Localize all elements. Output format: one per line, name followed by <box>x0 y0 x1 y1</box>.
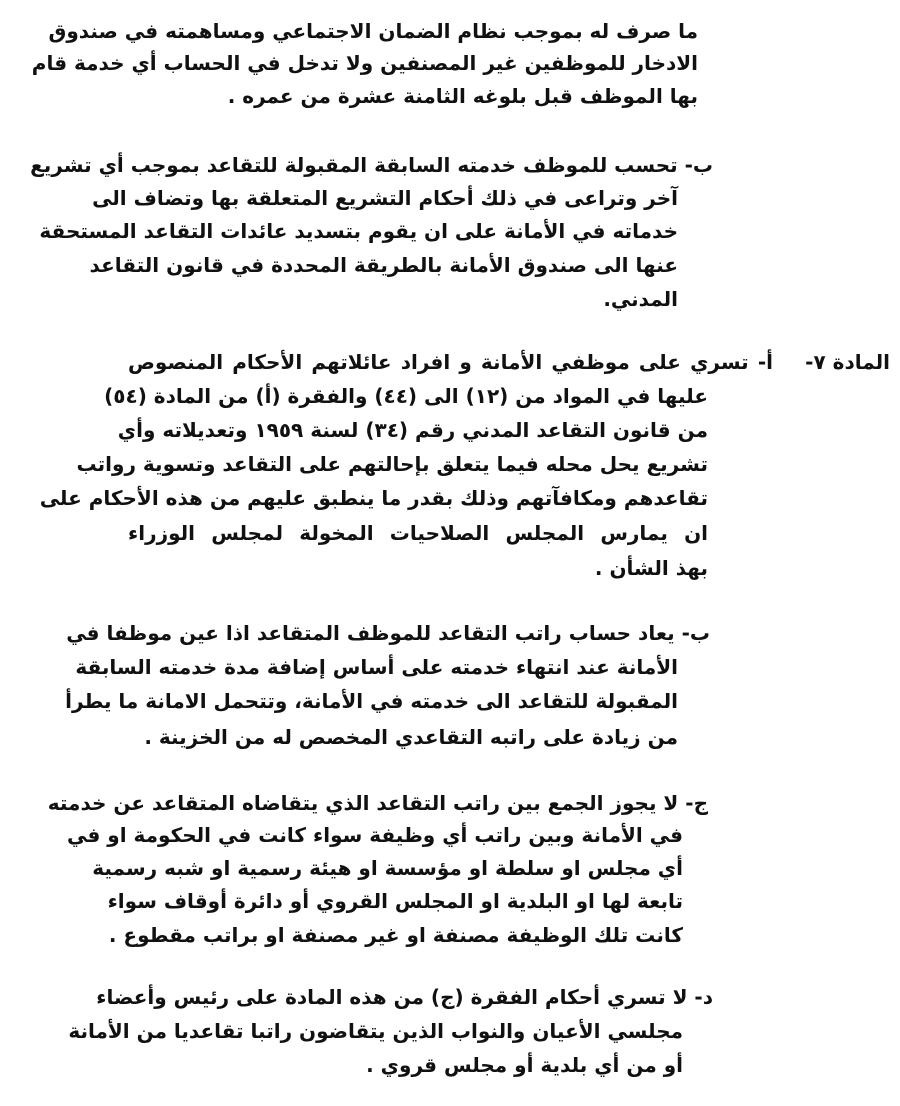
text-line: أي مجلس او سلطة او مؤسسة او هيئة رسمية او شبه رسمية <box>92 856 683 880</box>
text-line: بهذ الشأن . <box>594 556 708 580</box>
text-line: تابعة لها او البلدية او المجلس القروي أو دائرة أوقاف سواء <box>107 889 683 913</box>
text-line: في الأمانة وبين راتب أي وظيفة سواء كانت في الحكومة او في <box>66 823 683 847</box>
text-line: المدني. <box>603 287 678 311</box>
text-line: عنها الى صندوق الأمانة بالطريقة المحددة في قانون التقاعد <box>89 253 678 277</box>
text-line: تقاعدهم ومكافآتهم وذلك بقدر ما ينطبق عليهم من هذه الأحكام على <box>39 486 708 510</box>
article-label: المادة ٧- <box>805 350 890 374</box>
text-line: د- لا تسري أحكام الفقرة (ج) من هذه المادة على رئيس وأعضاء <box>96 985 713 1009</box>
text-line: أ- تسري على موظفي الأمانة و افراد عائلاتهم الأحكام المنصوص <box>128 350 773 374</box>
text-line: ان يمارس المجلس الصلاحيات المخولة لمجلس الوزراء <box>128 521 708 545</box>
text-line: ج- لا يجوز الجمع بين راتب التقاعد الذي يتقاضاه المتقاعد عن خدمته <box>47 791 708 815</box>
text-line: ب- يعاد حساب راتب التقاعد للموظف المتقاعد اذا عين موظفا في <box>66 621 710 645</box>
text-line: عليها في المواد من (١٢) الى (٤٤) والفقرة (أ) من المادة (٥٤) <box>104 384 708 408</box>
text-line: الادخار للموظفين غير المصنفين ولا تدخل في الحساب أي خدمة قام <box>31 51 698 75</box>
text-line: من قانون التقاعد المدني رقم (٣٤) لسنة ١٩٥٩ وتعديلاته وأي <box>117 418 708 442</box>
text-line: بها الموظف قبل بلوغه الثامنة عشرة من عمره . <box>227 84 698 108</box>
text-line: المقبولة للتقاعد الى خدمته في الأمانة، وتتحمل الامانة ما يطرأ <box>65 689 678 713</box>
text-line: خدماته في الأمانة على ان يقوم بتسديد عائدات التقاعد المستحقة <box>39 219 678 243</box>
text-line: كانت تلك الوظيفة مصنفة او غير مصنفة او براتب مقطوع . <box>108 923 683 947</box>
text-line: أو من أي بلدية أو مجلس قروي . <box>366 1053 683 1077</box>
text-line: آخر وتراعى في ذلك أحكام التشريع المتعلقة بها وتضاف الى <box>92 186 678 210</box>
text-line: من زيادة على راتبه التقاعدي المخصص له من الخزينة . <box>144 725 678 749</box>
text-line: مجلسي الأعيان والنواب الذين يتقاضون راتبا تقاعديا من الأمانة <box>68 1019 683 1043</box>
text-line: الأمانة عند انتهاء خدمته على أساس إضافة مدة خدمته السابقة <box>75 655 678 679</box>
text-line: ب- تحسب للموظف خدمته السابقة المقبولة للتقاعد بموجب أي تشريع <box>30 153 713 177</box>
text-line: ما صرف له بموجب نظام الضمان الاجتماعي ومساهمته في صندوق <box>48 19 698 43</box>
text-line: تشريع يحل محله فيما يتعلق بإحالتهم على التقاعد وتسوية رواتب <box>76 452 708 476</box>
